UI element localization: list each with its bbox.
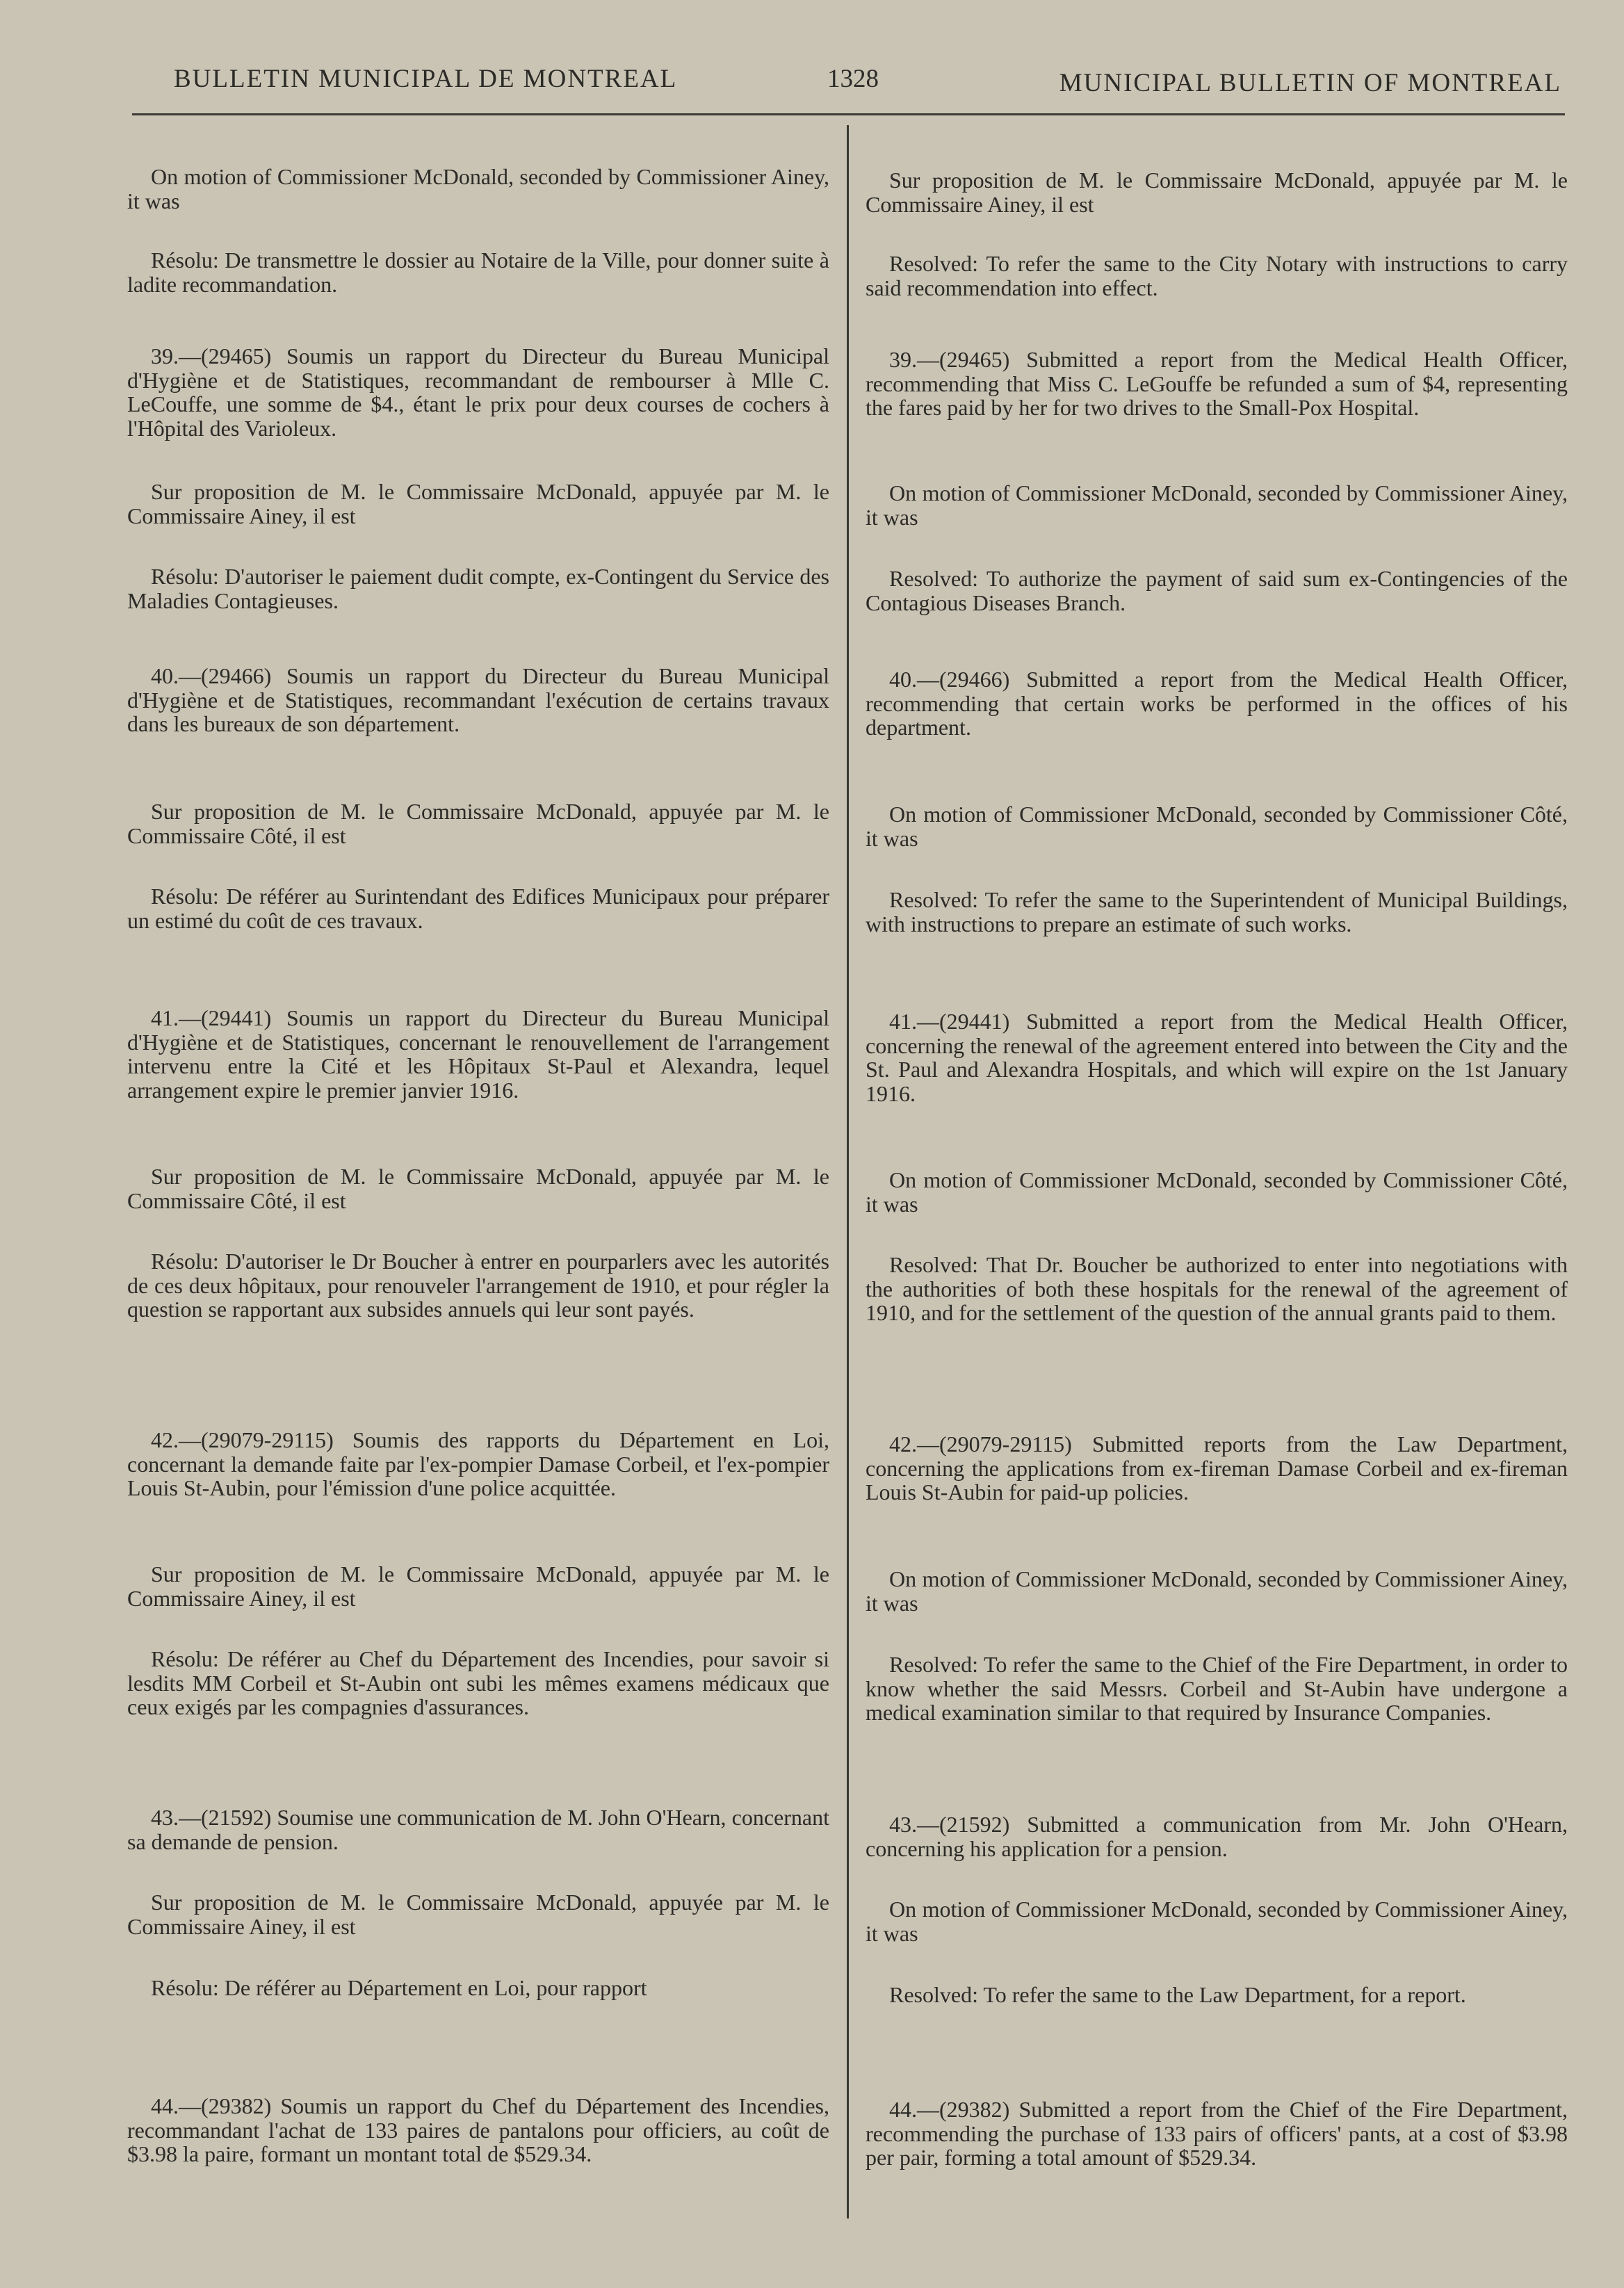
english-paragraph: 42.—(29079-29115) Submitted reports from the Law Department, concerning the applications from ex-fireman Damase Corbeil and ex-fireman Louis St-Aubin for paid-up policies. [866, 1431, 1568, 1504]
header-title-english: MUNICIPAL BULLETIN OF MONTREAL [1059, 69, 1561, 97]
english-paragraph: Resolved: That Dr. Boucher be authorized to enter into negotiations with the authorities of both these hospitals for the renewal of the agreement of 1910, and for the settlement of the question of the annual grants paid to them. [866, 1252, 1568, 1325]
english-paragraph: Resolved: To refer the same to the Superintendent of Municipal Buildings, with instructions to prepare an estimate of such works. [866, 887, 1568, 936]
english-paragraph: On motion of Commissioner McDonald, seconded by Commissioner Ainey, it was [866, 480, 1568, 530]
english-paragraph: 43.—(21592) Submitted a communication from Mr. John O'Hearn, concerning his application for a pension. [866, 1812, 1568, 1861]
header-title-french: BULLETIN MUNICIPAL DE MONTREAL [174, 65, 678, 93]
french-paragraph: Sur proposition de M. le Commissaire McDonald, appuyée par M. le Commissaire Côté, il est [127, 1164, 829, 1213]
french-paragraph: Résolu: De référer au Surintendant des Edifices Municipaux pour préparer un estimé du coût de ces travaux. [127, 884, 829, 933]
french-paragraph: 44.—(29382) Soumis un rapport du Chef du Département des Incendies, recommandant l'achat de 133 paires de pantalons pour officiers, au coût de $3.98 la paire, formant un montant total de $529.34. [127, 2093, 829, 2166]
french-paragraph: Sur proposition de M. le Commissaire McDonald, appuyée par M. le Commissaire Ainey, il est [127, 1561, 829, 1611]
page-header [132, 64, 1561, 106]
header-rule [132, 113, 1565, 115]
english-paragraph: On motion of Commissioner McDonald, seconded by Commissioner Ainey, it was [866, 1897, 1568, 1946]
french-paragraph: Sur proposition de M. le Commissaire McDonald, appuyée par M. le Commissaire Côté, il est [127, 799, 829, 848]
french-paragraph: Résolu: D'autoriser le Dr Boucher à entrer en pourparlers avec les autorités de ces deux hôpitaux, pour renouveler l'arrangement de 1910, et pour régler la question se rapportant aux subsides annuels qui leur sont payés. [127, 1249, 829, 1322]
french-paragraph: 40.—(29466) Soumis un rapport du Directeur du Bureau Municipal d'Hygiène et de Statistiques, recommandant l'exécution de certains travaux dans les bureaux de son département. [127, 663, 829, 736]
english-paragraph: On motion of Commissioner McDonald, seconded by Commissioner Ainey, it was [866, 1566, 1568, 1616]
french-paragraph: Résolu: De référer au Chef du Département des Incendies, pour savoir si lesdits MM Corbeil et St-Aubin ont subi les mêmes examens médicaux que ceux exigés par les compagnies d'assurances. [127, 1646, 829, 1719]
french-paragraph: 39.—(29465) Soumis un rapport du Directeur du Bureau Municipal d'Hygiène et de Statistiques, recommandant de rembourser à Mlle C. LeCouffe, une somme de $4., étant le prix pour deux courses de cochers à l'Hôpital des Varioleux. [127, 343, 829, 441]
french-paragraph: On motion of Commissioner McDonald, seconded by Commissioner Ainey, it was [127, 164, 829, 213]
french-paragraph: Résolu: D'autoriser le paiement dudit compte, ex-Contingent du Service des Maladies Contagieuses. [127, 564, 829, 613]
english-paragraph: On motion of Commissioner McDonald, seconded by Commissioner Côté, it was [866, 1167, 1568, 1217]
english-paragraph: Resolved: To refer the same to the Law Department, for a report. [889, 1982, 1466, 2007]
english-paragraph: Sur proposition de M. le Commissaire McDonald, appuyée par M. le Commissaire Ainey, il est [866, 168, 1568, 217]
french-paragraph: 42.—(29079-29115) Soumis des rapports du Département en Loi, concernant la demande faite par l'ex-pompier Damase Corbeil, et l'ex-pompier Louis St-Aubin, pour l'émission d'une police acquittée. [127, 1427, 829, 1500]
french-paragraph: Résolu: De transmettre le dossier au Notaire de la Ville, pour donner suite à ladite recommandation. [127, 248, 829, 297]
english-paragraph: Resolved: To authorize the payment of said sum ex-Contingencies of the Contagious Diseases Branch. [866, 566, 1568, 615]
french-paragraph: Résolu: De référer au Département en Loi, pour rapport [151, 1975, 647, 2000]
english-paragraph: 41.—(29441) Submitted a report from the Medical Health Officer, concerning the renewal of the agreement entered into between the City and the St. Paul and Alexandra Hospitals, and which will expire on the 1st January 1916. [866, 1009, 1568, 1106]
column-divider [847, 125, 849, 2218]
french-paragraph: 41.—(29441) Soumis un rapport du Directeur du Bureau Municipal d'Hygiène et de Statistiques, concernant le renouvellement de l'arrangement intervenu entre la Cité et les Hôpitaux St-Paul et Alexandra, lequel arrangement expire le premier janvier 1916. [127, 1005, 829, 1103]
french-paragraph: 43.—(21592) Soumise une communication de M. John O'Hearn, concernant sa demande de pension. [127, 1805, 829, 1854]
english-paragraph: 40.—(29466) Submitted a report from the Medical Health Officer, recommending that certain works be performed in the offices of his department. [866, 667, 1568, 740]
english-paragraph: 44.—(29382) Submitted a report from the Chief of the Fire Department, recommending the purchase of 133 pairs of officers' pants, at a cost of $3.98 per pair, forming a total amount of $529.34. [866, 2097, 1568, 2170]
french-paragraph: Sur proposition de M. le Commissaire McDonald, appuyée par M. le Commissaire Ainey, il est [127, 479, 829, 528]
english-paragraph: Resolved: To refer the same to the Chief of the Fire Department, in order to know whether the said Messrs. Corbeil and St-Aubin have undergone a medical examination similar to that required by Insurance Companies. [866, 1652, 1568, 1725]
french-paragraph: Sur proposition de M. le Commissaire McDonald, appuyée par M. le Commissaire Ainey, il est [127, 1890, 829, 1939]
english-paragraph: 39.—(29465) Submitted a report from the Medical Health Officer, recommending that Miss C. LeGouffe be refunded a sum of $4, representing the fares paid by her for two drives to the Small-Pox Hospital. [866, 347, 1568, 420]
english-paragraph: Resolved: To refer the same to the City Notary with instructions to carry said recommendation into effect. [866, 251, 1568, 300]
page-number: 1328 [827, 65, 879, 93]
english-paragraph: On motion of Commissioner McDonald, seconded by Commissioner Côté, it was [866, 802, 1568, 851]
